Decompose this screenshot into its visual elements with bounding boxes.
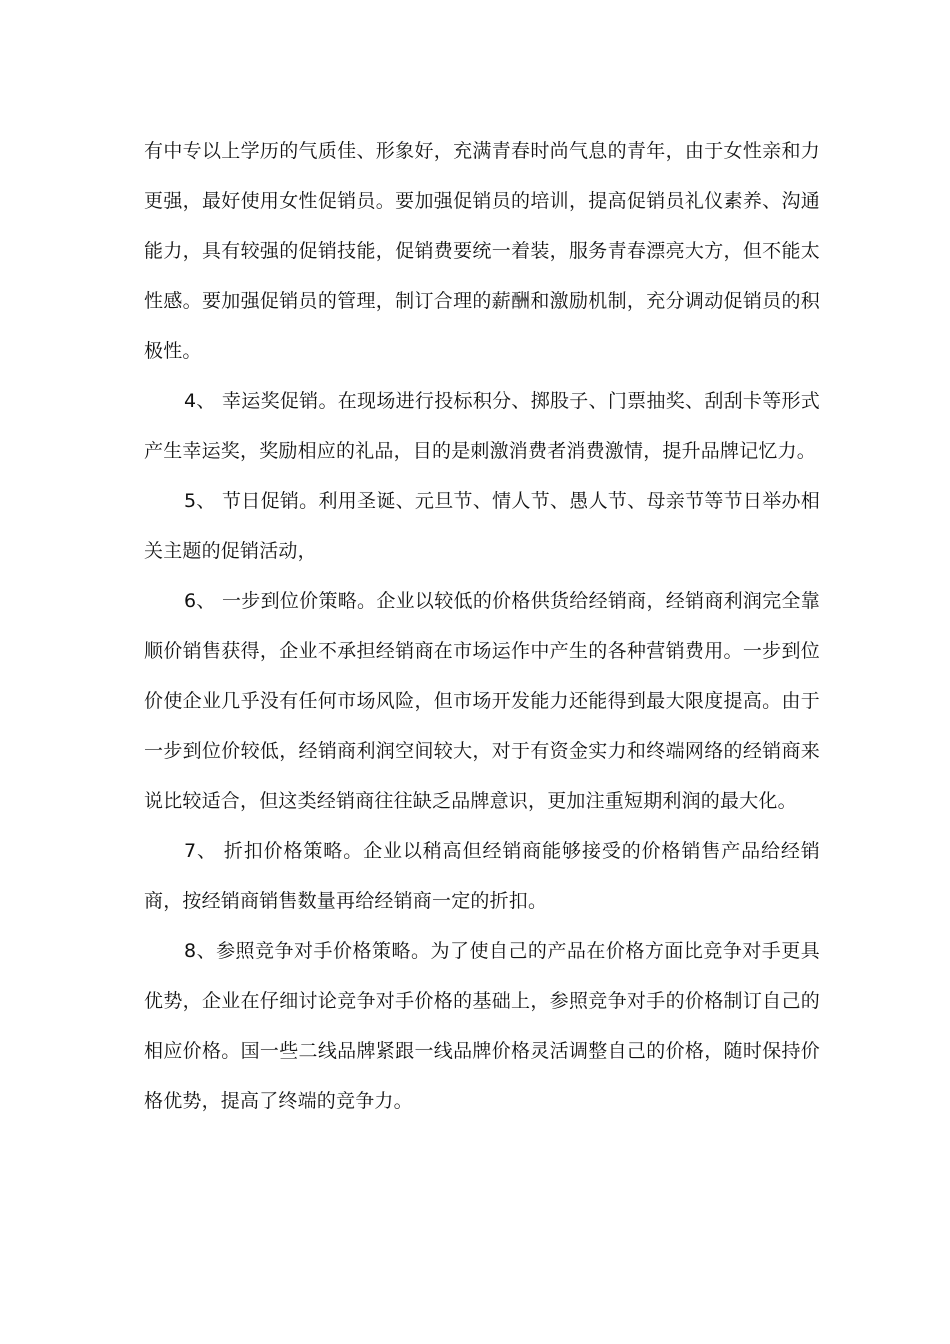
paragraph-discount-pricing: 7、 折扣价格策略。企业以稍高但经销商能够接受的价格销售产品给经销商，按经销商销售数量再给经销商一定的折扣。 [144,840,820,912]
document-body [144,126,820,1126]
paragraph-holiday-promotion: 5、 节日促销。利用圣诞、元旦节、情人节、愚人节、母亲节等节日举办相关主题的促销活动， [144,490,820,562]
paragraph-one-step-pricing: 6、 一步到位价策略。企业以较低的价格供货给经销商，经销商利润完全靠顺价销售获得，企业不承担经销商在市场运作中产生的各种营销费用。一步到位价使企业几乎没有任何市场风险，但市场开发能力还能得到最大限度提高。由于一步到位价较低，经销商利润空间较大，对于有资金实力和终端网络的经销商来说比较适合，但这类经销商往往缺乏品牌意识，更加注重短期利润的最大化。 [144,590,820,812]
paragraph-promoter-requirements: 有中专以上学历的气质佳、形象好，充满青春时尚气息的青年，由于女性亲和力更强，最好使用女性促销员。要加强促销员的培训，提高促销员礼仪素养、沟通能力，具有较强的促销技能，促销费要统一着装，服务青春漂亮大方，但不能太性感。要加强促销员的管理，制订合理的薪酬和激励机制，充分调动促销员的积极性。 [144,140,820,362]
paragraph-lucky-draw-promotion: 4、 幸运奖促销。在现场进行投标积分、掷股子、门票抽奖、刮刮卡等形式产生幸运奖，奖励相应的礼品，目的是刺激消费者消费激情，提升品牌记忆力。 [144,390,820,462]
paragraph-competitor-pricing: 8、参照竞争对手价格策略。为了使自己的产品在价格方面比竞争对手更具优势，企业在仔细讨论竞争对手价格的基础上，参照竞争对手的价格制订自己的相应价格。国一些二线品牌紧跟一线品牌价格灵活调整自己的价格，随时保持价格优势，提高了终端的竞争力。 [144,940,820,1112]
